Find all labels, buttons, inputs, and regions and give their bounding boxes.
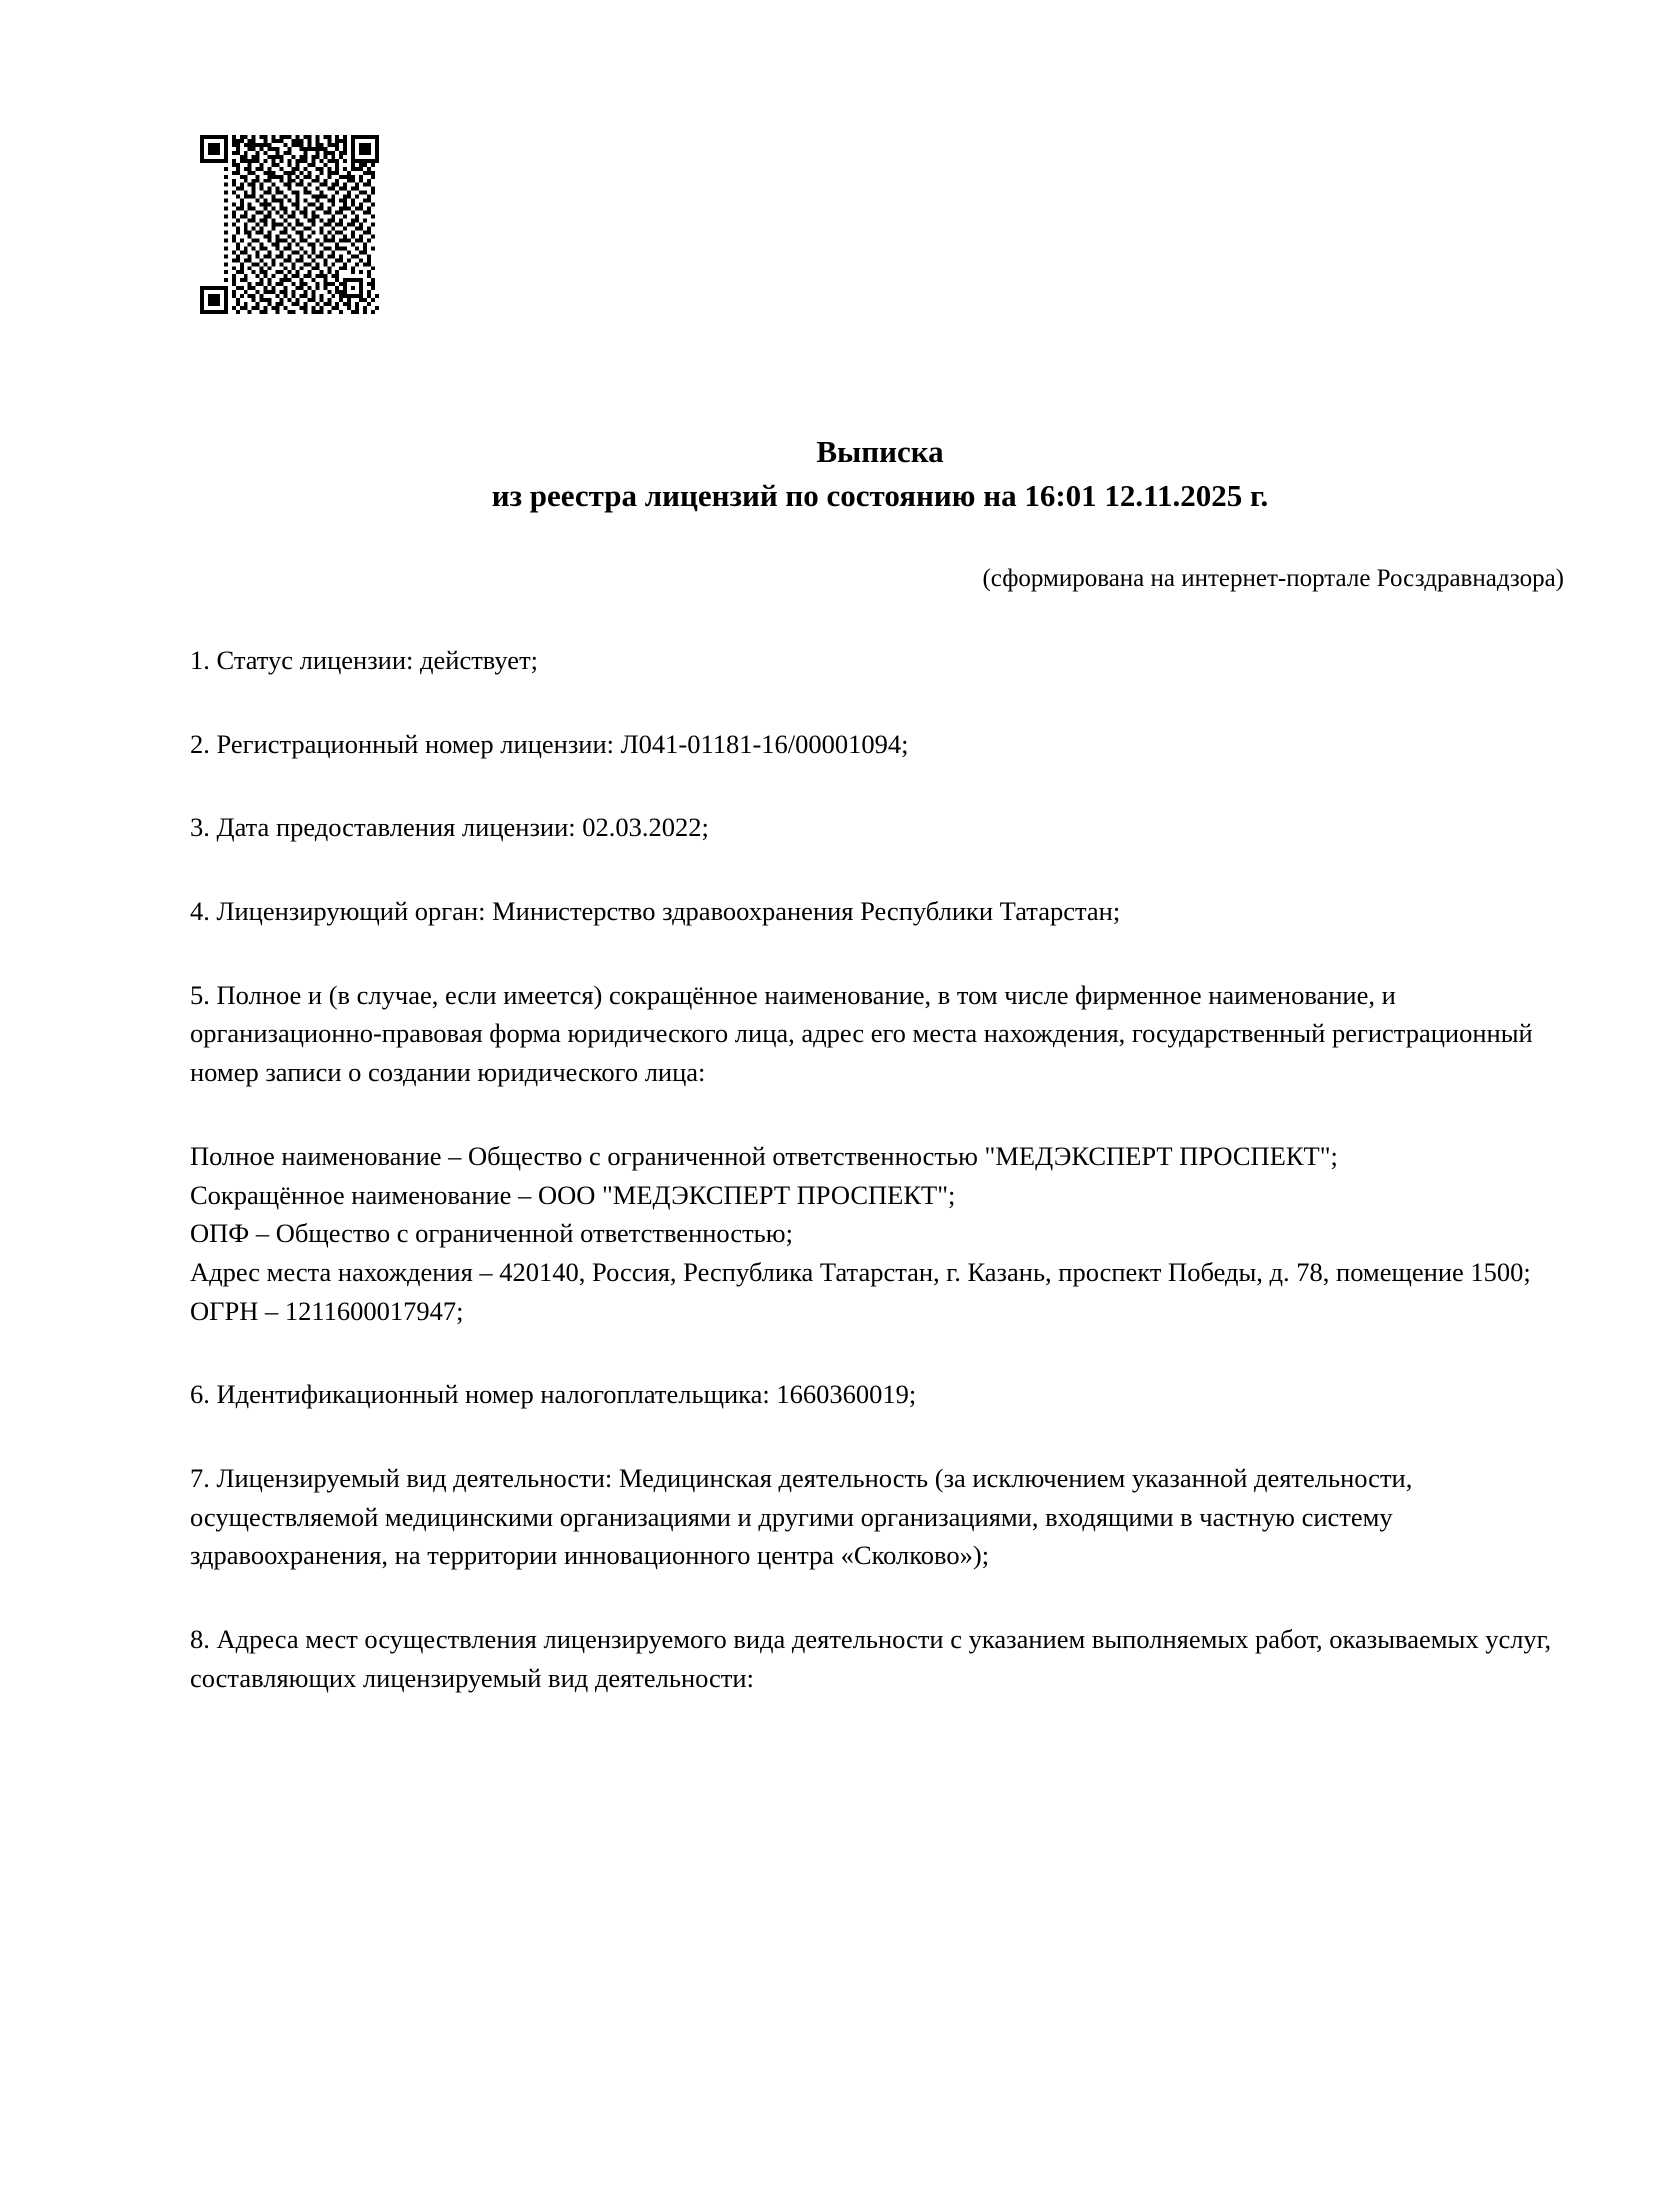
entity-ogrn: ОГРН – 1211600017947; [190, 1295, 464, 1326]
document-body [190, 430, 1570, 1724]
clause-5-entity-details-heading: 5. Полное и (в случае, если имеется) сокращённое наименование, в том числе фирменное наименование, и организационно-правовая форма юридического лица, адрес его места нахождения, государственный регистрационный номер записи о создании юридического лица: [190, 979, 1533, 1088]
clause-7-licensed-activity: 7. Лицензируемый вид деятельности: Медицинская деятельность (за исключением указанной деятельности, осуществляемой медицинскими организациями и другими организациями, входящими в частную систему здравоохранения, на территории инновационного центра «Сколково»); [190, 1462, 1413, 1571]
entity-address: Адрес места нахождения – 420140, Россия, Республика Татарстан, г. Казань, проспект Победы, д. 78, помещение 1500; [190, 1256, 1531, 1287]
title-line-1: Выписка [816, 434, 944, 469]
clause-8-activity-addresses: 8. Адреса мест осуществления лицензируемого вида деятельности с указанием выполняемых работ, оказываемых услуг, составляющих лицензируемый вид деятельности: [190, 1624, 1552, 1693]
entity-short-name: Сокращённое наименование – ООО "МЕДЭКСПЕРТ ПРОСПЕКТ"; [190, 1179, 956, 1210]
qr-code-icon [200, 135, 379, 314]
clause-3-issue-date: 3. Дата предоставления лицензии: 02.03.2022; [190, 812, 709, 843]
document-subtitle: (сформирована на интернет-портале Росздравнадзора) [982, 565, 1564, 593]
entity-full-name: Полное наименование – Общество с ограниченной ответственностью "МЕДЭКСПЕРТ ПРОСПЕКТ"; [190, 1140, 1338, 1171]
clause-6-inn: 6. Идентификационный номер налогоплательщика: 1660360019; [190, 1379, 917, 1410]
clause-1-status: 1. Статус лицензии: действует; [190, 645, 539, 676]
title-line-2: из реестра лицензий по состоянию на 16:01 12.11.2025 г. [491, 478, 1269, 514]
page-title [190, 430, 1570, 518]
clause-2-registration-number: 2. Регистрационный номер лицензии: Л041-01181-16/00001094; [190, 728, 909, 759]
clause-4-licensing-authority: 4. Лицензирующий орган: Министерство здравоохранения Республики Татарстан; [190, 896, 1121, 927]
entity-details [190, 1137, 1570, 1330]
entity-legal-form: ОПФ – Общество с ограниченной ответственностью; [190, 1218, 793, 1249]
